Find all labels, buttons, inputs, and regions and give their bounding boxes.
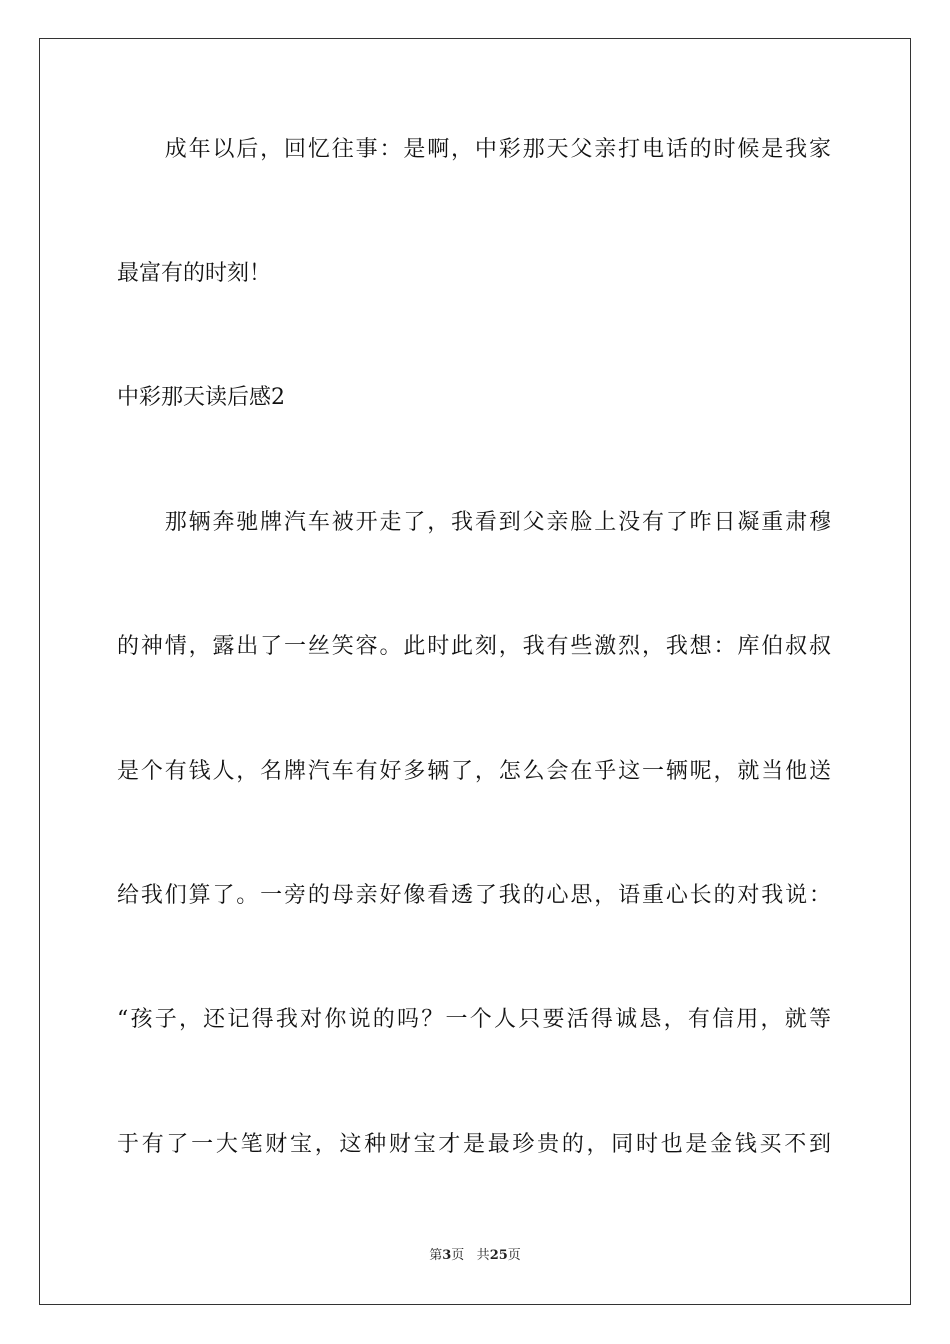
page-prefix: 第 (429, 1248, 443, 1263)
current-page-number: 3 (442, 1248, 452, 1263)
paragraph-2-line-2: 的神情，露出了一丝笑容。此时此刻，我有些激烈，我想：库伯叔叔 (117, 634, 831, 659)
paragraph-1-line-2: 最富有的时刻！ (117, 261, 272, 286)
paragraph-2-line-1: 那辆奔驰牌汽车被开走了，我看到父亲脸上没有了昨日凝重肃穆 (117, 510, 831, 535)
total-prefix: 共 (476, 1248, 490, 1263)
paragraph-2-line-6: 于有了一大笔财宝，这种财宝才是最珍贵的，同时也是金钱买不到 (117, 1132, 831, 1157)
paragraph-1-line-1: 成年以后，回忆往事：是啊，中彩那天父亲打电话的时候是我家 (117, 137, 831, 162)
paragraph-2-line-3: 是个有钱人，名牌汽车有好多辆了，怎么会在乎这一辆呢，就当他送 (117, 759, 831, 784)
page-border (39, 38, 911, 1305)
total-suffix: 页 (507, 1248, 521, 1263)
paragraph-2-line-5: “孩子，还记得我对你说的吗？一个人只要活得诚恳，有信用，就等 (117, 1007, 831, 1032)
page-footer (0, 1247, 950, 1265)
page-suffix: 页 (451, 1248, 465, 1263)
section-heading: 中彩那天读后感2 (117, 385, 285, 410)
total-page-count: 25 (489, 1248, 508, 1263)
paragraph-2-line-4: 给我们算了。一旁的母亲好像看透了我的心思，语重心长的对我说： (117, 883, 831, 908)
